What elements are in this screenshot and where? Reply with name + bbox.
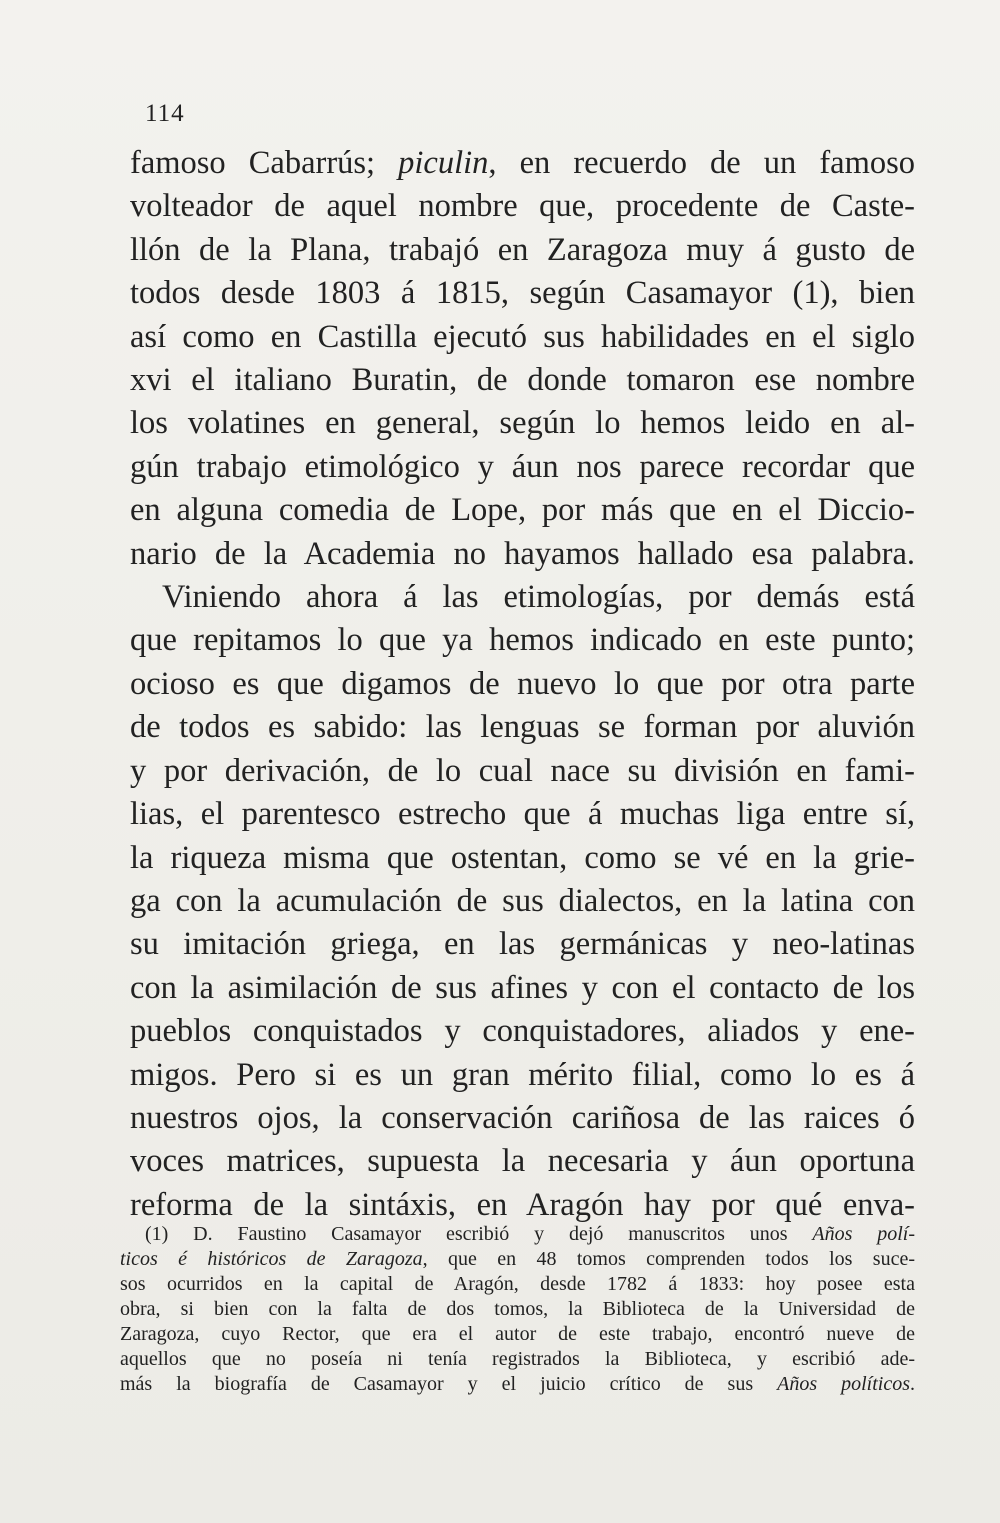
text-line: ocioso es que digamos de nuevo lo que por otra parte — [130, 665, 915, 702]
text-line: con la asimilación de sus afines y con el contacto de los — [130, 969, 915, 1006]
page-number: 114 — [145, 100, 185, 127]
text-line: nario de la Academia no hayamos hallado esa palabra. — [130, 535, 915, 572]
text-line: lias, el parentesco estrecho que á muchas liga entre sí, — [130, 796, 915, 833]
text-line: famoso Cabarrús; piculin, en recuerdo de un famoso — [130, 145, 915, 181]
text-line: todos desde 1803 á 1815, según Casamayor (1), bien — [130, 275, 915, 312]
text-line: xvi el italiano Buratin, de donde tomaron ese nombre — [130, 362, 915, 399]
text-line: nuestros ojos, la conservación cariñosa de las raices ó — [130, 1099, 915, 1136]
footnote-line: (1) D. Faustino Casamayor escribió y dejó manuscritos unos Años polí- — [145, 1223, 915, 1245]
text-line: llón de la Plana, trabajó en Zaragoza muy á gusto de — [130, 231, 915, 268]
text-line: su imitación griega, en las germánicas y neo-latinas — [130, 926, 915, 963]
text-line: volteador de aquel nombre que, procedente de Caste- — [130, 188, 915, 225]
text-line: pueblos conquistados y conquistadores, aliados y ene- — [130, 1013, 915, 1050]
text-line: Viniendo ahora á las etimologías, por demás está — [162, 579, 915, 616]
text-line: en alguna comedia de Lope, por más que en el Diccio- — [130, 492, 915, 529]
text-line: los volatines en general, según lo hemos leido en al- — [130, 405, 915, 442]
footnote-line: Zaragoza, cuyo Rector, que era el autor de este trabajo, encontró nueve de — [120, 1323, 915, 1345]
text-line: reforma de la sintáxis, en Aragón hay por qué enva- — [130, 1186, 915, 1223]
text-line: la riqueza misma que ostentan, como se vé en la grie- — [130, 839, 915, 876]
text-line: ga con la acumulación de sus dialectos, en la latina con — [130, 882, 915, 919]
text-line: así como en Castilla ejecutó sus habilidades en el siglo — [130, 318, 915, 355]
text-line: y por derivación, de lo cual nace su división en fami- — [130, 752, 915, 789]
text-line: migos. Pero si es un gran mérito filial, como lo es á — [130, 1056, 915, 1093]
text-line: gún trabajo etimológico y áun nos parece recordar que — [130, 448, 915, 485]
footnote-line: más la biografía de Casamayor y el juicio crítico de sus Años políticos. — [120, 1373, 915, 1395]
footnote-line: sos ocurridos en la capital de Aragón, desde 1782 á 1833: hoy posee esta — [120, 1273, 915, 1295]
footnote-line: obra, si bien con la falta de dos tomos, la Biblioteca de la Universidad de — [120, 1298, 915, 1320]
text-line: de todos es sabido: las lenguas se forman por aluvión — [130, 709, 915, 746]
body-text — [130, 142, 915, 1227]
footnote-line: ticos é históricos de Zaragoza, que en 48 tomos comprenden todos los suce- — [120, 1248, 915, 1270]
footnote-line: aquellos que no poseía ni tenía registrados la Biblioteca, y escribió ade- — [120, 1348, 915, 1370]
text-line: que repitamos lo que ya hemos indicado en este punto; — [130, 622, 915, 659]
text-line: voces matrices, supuesta la necesaria y áun oportuna — [130, 1143, 915, 1180]
footnote — [120, 1222, 915, 1397]
